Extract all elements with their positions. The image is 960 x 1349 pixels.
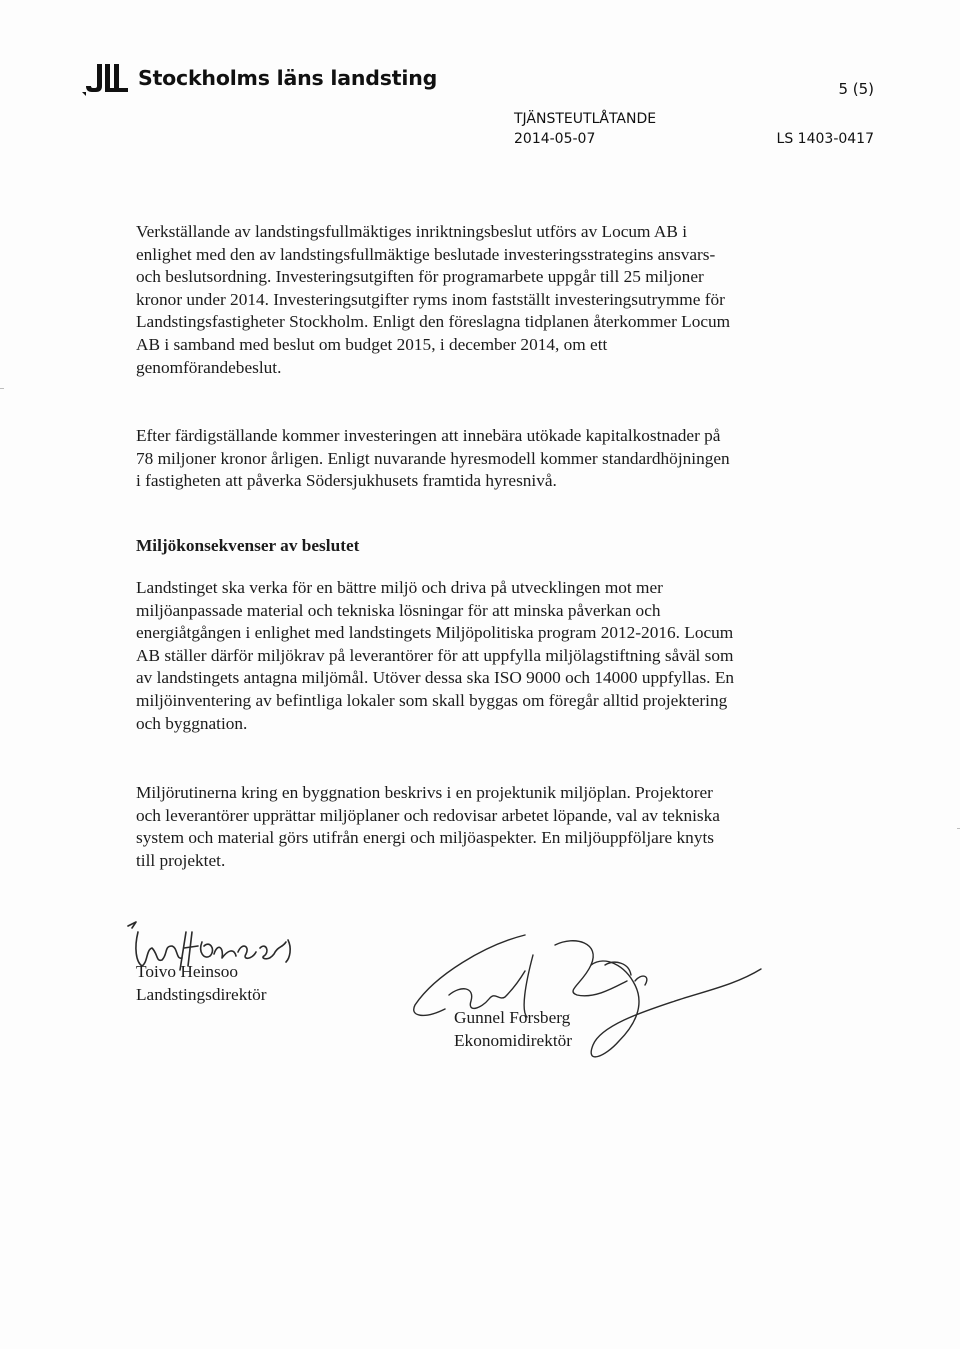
signatory-name-right: Gunnel Forsberg <box>454 1008 571 1027</box>
signatory-title-right: Ekonomidirektör <box>454 1031 573 1050</box>
signatory-title-left: Landstingsdirektör <box>136 985 267 1004</box>
scan-edge-mark <box>0 388 4 389</box>
sll-logo-icon <box>82 62 134 96</box>
section-heading: Miljökonsekvenser av beslutet <box>136 536 360 555</box>
organization-name: Stockholms läns landsting <box>138 66 438 90</box>
paragraph-capital-costs: Efter färdigställande kommer investeringen att innebära utökade kapitalkostnader på 78 miljoner kronor årligen. Enligt nuvarande hyresmodell kommer standardhöjningen i fastigheten att påverka Södersjukhusets framtida hyresnivå. <box>136 426 730 491</box>
document-reference: LS 1403-0417 <box>776 131 874 147</box>
document-type: TJÄNSTEUTLÅTANDE <box>514 111 657 127</box>
paragraph-environmental-routines: Miljörutinerna kring en byggnation beskrivs i en projektunik miljöplan. Projektorer och leverantörer upprättar miljöplaner och redovisar arbetet löpande, val av tekniska system och material görs utifrån energi och miljöaspekter. En miljöuppföljare knyts till projektet. <box>136 783 720 870</box>
page-number: 5 (5) <box>838 80 874 98</box>
paragraph-environment: Landstinget ska verka för en bättre miljö och driva på utvecklingen mot mer miljöanpassade material och tekniska lösningar för att minska påverkan och energiåtgången i enlighet med landstingets Miljöpolitiska program 2012-2016. Locum AB ställer därför miljökrav på leverantörer för att uppfylla miljölagstiftning såväl som av landstingets antagna miljömål. Utöver dessa ska ISO 9000 och 14000 uppfyllas. En miljöinventering av befintliga lokaler som skall byggas om föregår alltid projektering och byggnation. <box>136 578 735 733</box>
signatory-name-left: Toivo Heinsoo <box>136 962 238 981</box>
paragraph-investment-decision: Verkställande av landstingsfullmäktiges inriktningsbeslut utförs av Locum AB i enlighet med den av landstingsfullmäktige beslutade investeringsstrategins ansvars- och beslutsordning. Investeringsutgiften för programarbete uppgår till 25 miljoner kronor under 2014. Investeringsutgifter ryms inom fastställt investeringsutrymme för Landstingsfastigheter Stockholm. Enligt den föreslagna tidplanen återkommer Locum AB i samband med beslut om budget 2015, i december 2014, om ett genomförandebeslut. <box>136 222 731 377</box>
handwritten-signature-right <box>405 925 765 1075</box>
document-date: 2014-05-07 <box>514 131 596 147</box>
